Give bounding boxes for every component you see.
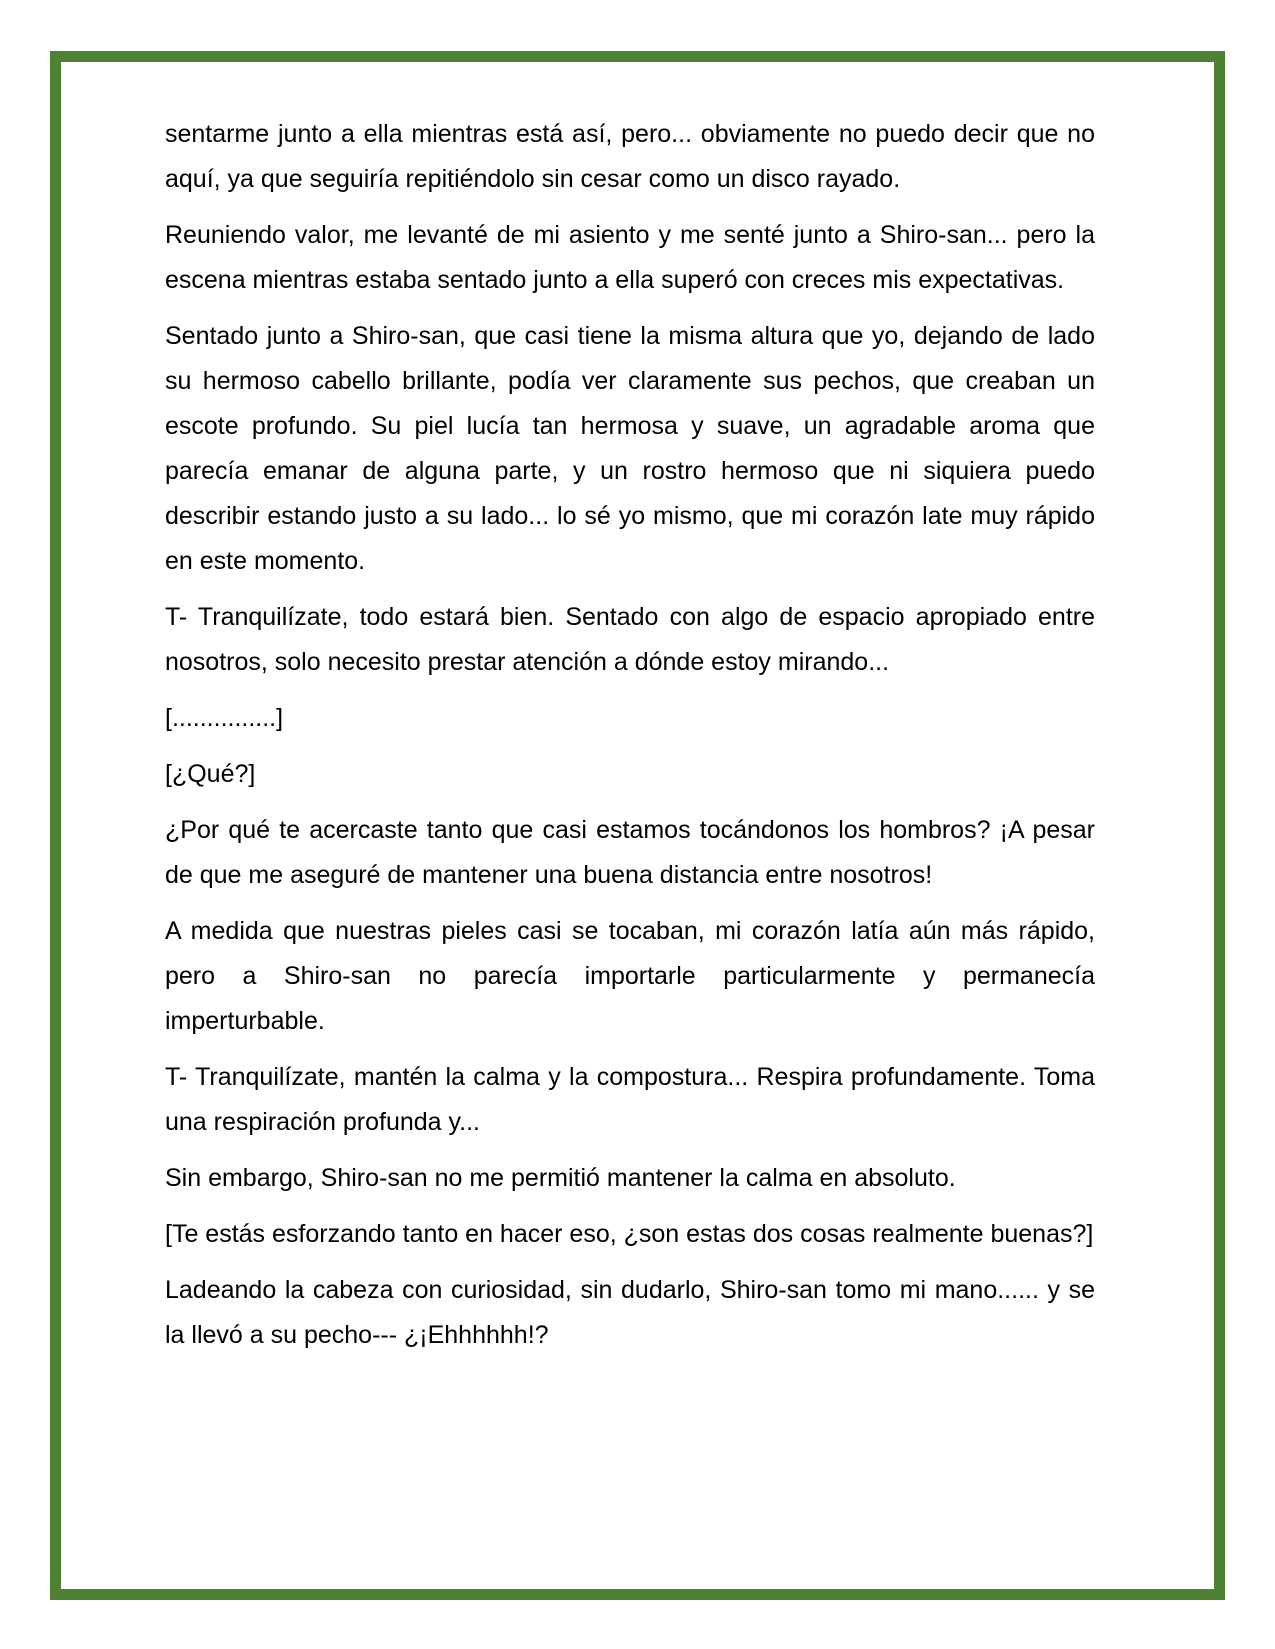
paragraph: T- Tranquilízate, mantén la calma y la compostura... Respira profundamente. Toma una respiración profunda y... <box>165 1063 1095 1136</box>
paragraph: sentarme junto a ella mientras está así, pero... obviamente no puedo decir que no aquí, ya que seguiría repitiéndolo sin cesar como un disco rayado. <box>165 120 1095 193</box>
paragraph: Ladeando la cabeza con curiosidad, sin dudarlo, Shiro-san tomo mi mano...... y se la llevó a su pecho--- ¿¡Ehhhhhh!? <box>165 1276 1095 1349</box>
paragraph: ¿Por qué te acercaste tanto que casi estamos tocándonos los hombros? ¡A pesar de que me aseguré de mantener una buena distancia entre nosotros! <box>165 816 1095 889</box>
paragraph: [¿Qué?] <box>165 760 256 788</box>
paragraph: Sentado junto a Shiro-san, que casi tiene la misma altura que yo, dejando de lado su hermoso cabello brillante, podía ver claramente sus pechos, que creaban un escote profundo. Su piel lucía tan hermosa y suave, un agradable aroma que parecía emanar de alguna parte, y un rostro hermoso que ni siquiera puedo describir estando justo a su lado... lo sé yo mismo, que mi corazón late muy rápido en este momento. <box>165 322 1095 575</box>
paragraph: [Te estás esforzando tanto en hacer eso, ¿son estas dos cosas realmente buenas?] <box>165 1220 1094 1248</box>
paragraph: Reuniendo valor, me levanté de mi asiento y me senté junto a Shiro-san... pero la escena mientras estaba sentado junto a ella superó con creces mis expectativas. <box>165 221 1095 294</box>
paragraph: Sin embargo, Shiro-san no me permitió mantener la calma en absoluto. <box>165 1164 956 1192</box>
paragraph: A medida que nuestras pieles casi se tocaban, mi corazón latía aún más rápido, pero a Shiro-san no parecía importarle particularmente y permanecía imperturbable. <box>165 917 1095 1035</box>
paragraph: T- Tranquilízate, todo estará bien. Sentado con algo de espacio apropiado entre nosotros, solo necesito prestar atención a dónde estoy mirando... <box>165 603 1095 676</box>
document-body <box>165 112 1095 1369</box>
paragraph: [...............] <box>165 704 284 732</box>
